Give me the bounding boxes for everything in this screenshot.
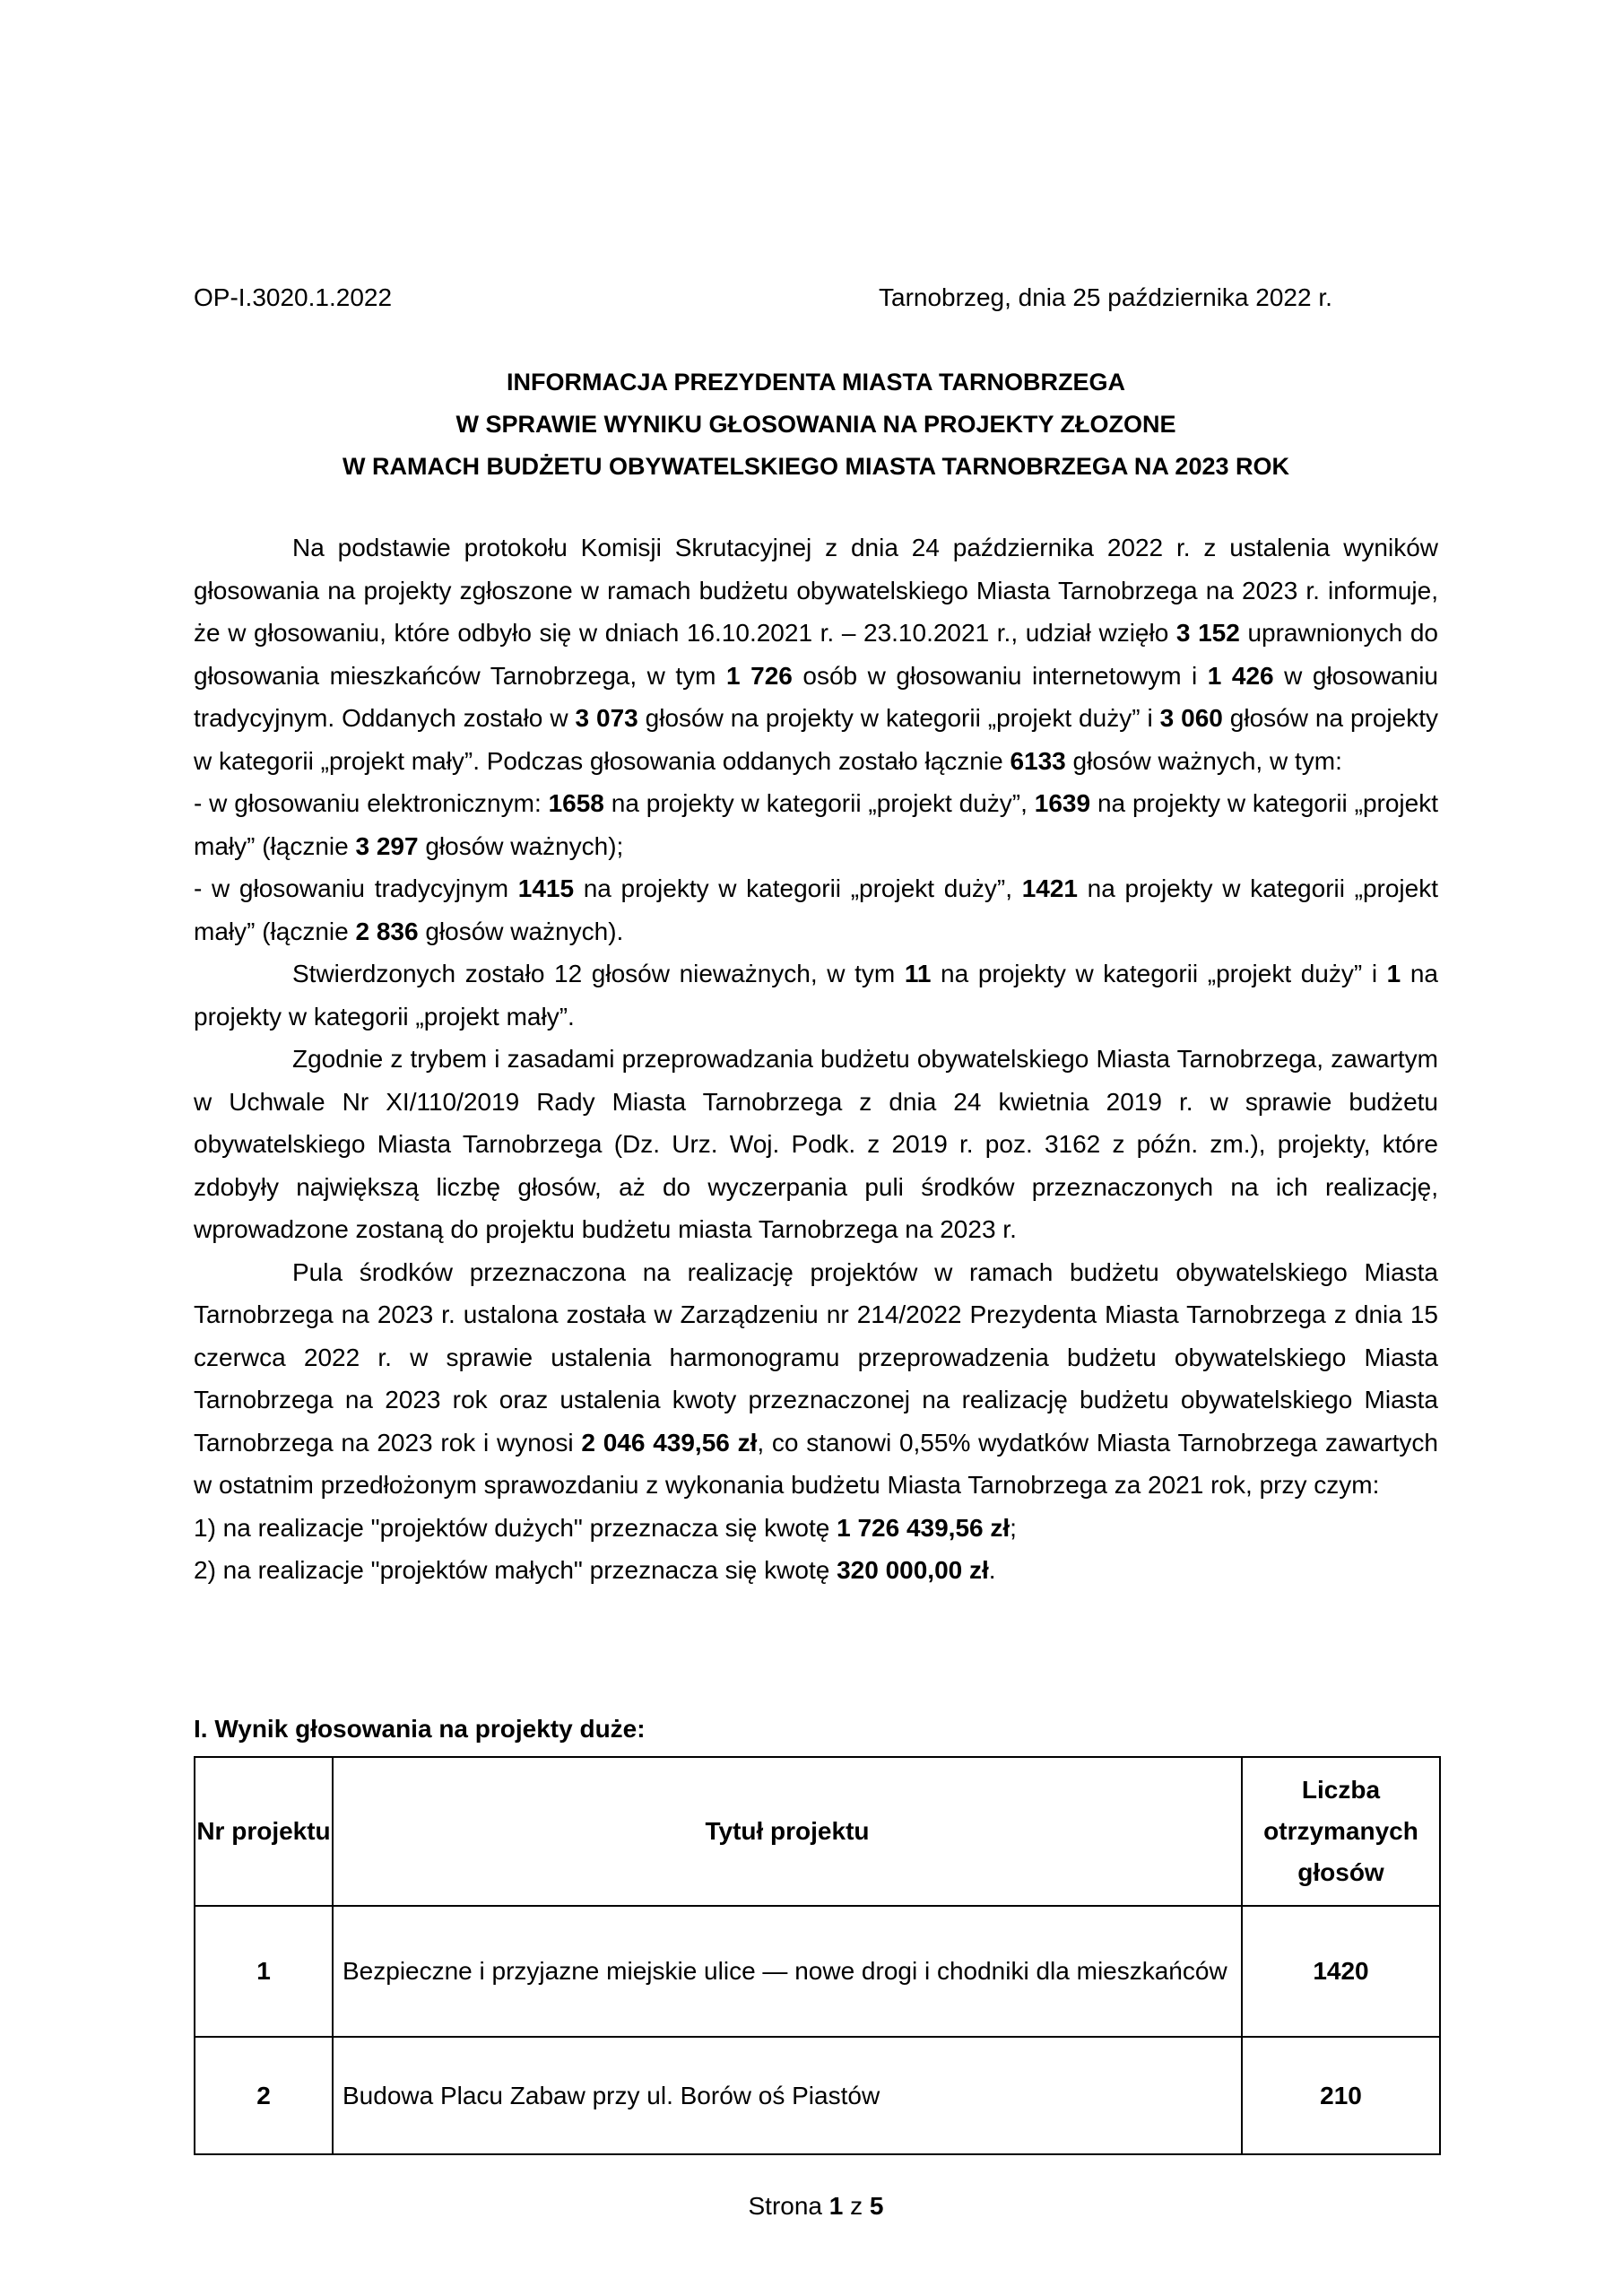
paragraph-electronic: - w głosowaniu elektronicznym: 1658 na projekty w kategorii „projekt duży”, 1639 na projekty w kategorii „projekt mały” (łącznie 3 297 głosów ważnych); [194,789,1438,860]
footer-total-pages: 5 [869,2192,884,2220]
header-project-number: Nr projektu [195,1757,333,1906]
reference-number: OP-I.3020.1.2022 [194,283,393,311]
paragraph-turnout: Na podstawie protokołu Komisji Skrutacyjnej z dnia 24 października 2022 r. z ustalenia wyników głosowania na projekty zgłoszone w ramach budżetu obywatelskiego Miasta Tarnobrzega na 2023 r. informuje, że w głosowaniu, które odbyło się w dniach 16.10.2021 r. – 23.10.2021 r., udział wzięło 3 152 uprawnionych do głosowania mieszkańców Tarnobrzega, w tym 1 726 osób w głosowaniu internetowym i 1 426 w głosowaniu tradycyjnym. Oddanych zostało w 3 073 głosów na projekty w kategorii „projekt duży” i 3 060 głosów na projekty w kategorii „projekt mały”. Podczas głosowania oddanych zostało łącznie 6133 głosów ważnych, w tym: [194,534,1438,775]
table-row [195,2037,1440,2154]
header-votes: Liczba otrzymanych głosów [1242,1757,1440,1906]
paragraph-small-projects-amount: 2) na realizacje "projektów małych" przeznacza się kwotę 320 000,00 zł. [194,1556,996,1584]
paragraph-invalid-votes: Stwierdzonych zostało 12 głosów nieważnych, w tym 11 na projekty w kategorii „projekt duży” i 1 na projekty w kategorii „projekt mały”. [194,960,1438,1031]
project-title: Bezpieczne i przyjazne miejskie ulice — nowe drogi i chodniki dla mieszkańców [333,1906,1242,2037]
title-line-2: W SPRAWIE WYNIKU GŁOSOWANIA NA PROJEKTY ZŁOZONE [455,411,1176,438]
header-project-title: Tytuł projektu [333,1757,1242,1906]
project-number: 2 [195,2037,333,2154]
place-date: Tarnobrzeg, dnia 25 października 2022 r. [879,283,1332,311]
project-votes: 1420 [1242,1906,1440,2037]
table-row [195,1906,1440,2037]
paragraph-budget-pool: Pula środków przeznaczona na realizację projektów w ramach budżetu obywatelskiego Miasta Tarnobrzega na 2023 r. ustalona została w Zarządzeniu nr 214/2022 Prezydenta Miasta Tarnobrzega z dnia 15 czerwca 2022 r. w sprawie ustalenia harmonogramu przeprowadzenia budżetu obywatelskiego Miasta Tarnobrzega na 2023 rok oraz ustalenia kwoty przeznaczonej na realizację budżetu obywatelskiego Miasta Tarnobrzega na 2023 rok i wynosi 2 046 439,56 zł, co stanowi 0,55% wydatków Miasta Tarnobrzega zawartych w ostatnim przedłożonym sprawozdaniu z wykonania budżetu Miasta Tarnobrzega za 2021 rok, przy czym: [194,1257,1438,1499]
footer-label: Strona [748,2192,822,2220]
document-body [194,526,1438,1592]
paragraph-traditional: - w głosowaniu tradycyjnym 1415 na projekty w kategorii „projekt duży”, 1421 na projekty w kategorii „projekt mały” (łącznie 2 836 głosów ważnych). [194,874,1439,945]
table-header-row [195,1757,1440,1906]
paragraph-large-projects-amount: 1) na realizacje "projektów dużych" przeznacza się kwotę 1 726 439,56 zł; [194,1513,1017,1542]
project-title: Budowa Placu Zabaw przy ul. Borów oś Piastów [333,2037,1242,2154]
section-heading: I. Wynik głosowania na projekty duże: [194,1715,646,1743]
project-number: 1 [195,1906,333,2037]
document-title [194,361,1438,488]
project-votes: 210 [1242,2037,1440,2154]
footer-page-number: 1 [828,2192,844,2220]
paragraph-rules: Zgodnie z trybem i zasadami przeprowadzania budżetu obywatelskiego Miasta Tarnobrzega, zawartym w Uchwale Nr XI/110/2019 Rady Miasta Tarnobrzega z dnia 24 kwietnia 2019 r. w sprawie budżetu obywatelskiego Miasta Tarnobrzega (Dz. Urz. Woj. Podk. z 2019 r. poz. 3162 z późn. zm.), projekty, które zdobyły największą liczbę głosów, aż do wyczerpania puli środków przeznaczonych na ich realizację, wprowadzone zostaną do projektu budżetu miasta Tarnobrzega na 2023 r. [194,1045,1438,1243]
footer-of: z [850,2192,863,2220]
results-table [194,1756,1441,2155]
document-header [194,280,1377,316]
page-footer [194,2188,1438,2224]
title-line-3: W RAMACH BUDŻETU OBYWATELSKIEGO MIASTA TARNOBRZEGA NA 2023 ROK [342,453,1289,480]
title-line-1: INFORMACJA PREZYDENTA MIASTA TARNOBRZEGA [507,369,1125,396]
